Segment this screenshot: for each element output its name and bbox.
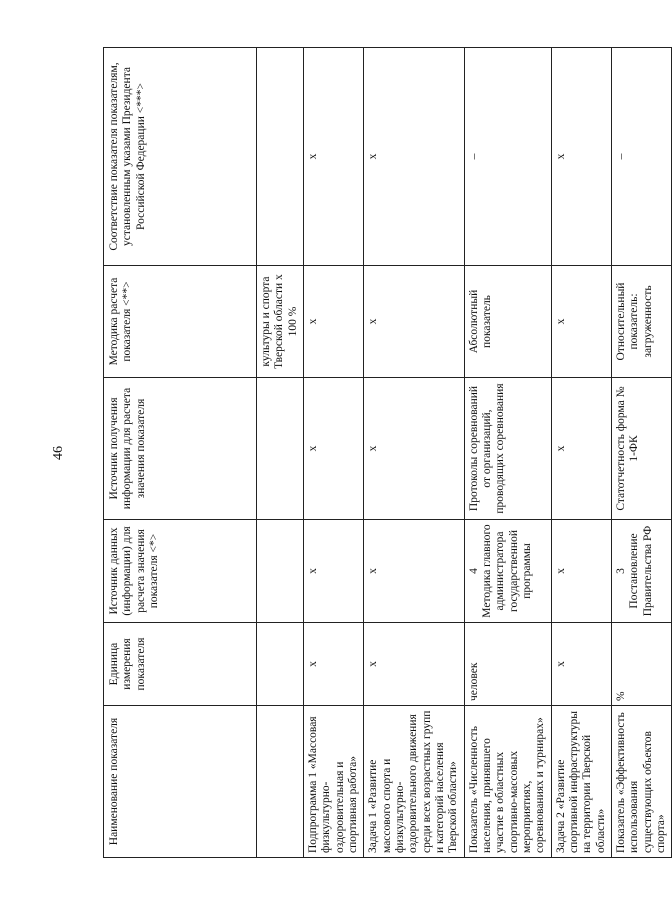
cell-compliance: x [551, 48, 611, 266]
cell-unit: x [551, 623, 611, 706]
table-row [257, 48, 304, 858]
cell-source-info [257, 378, 304, 520]
table-row [551, 48, 611, 858]
cell-unit: x [303, 623, 363, 706]
cell-source-data [611, 520, 671, 623]
header-data-source: Источник данных (информации) для расчета значения показателя <*> [104, 520, 257, 623]
indicators-table [103, 47, 672, 858]
cell-unit: человек [464, 623, 551, 706]
table-row [611, 48, 671, 858]
cell-name: Показатель «Эффективность использования существующих объектов спорта» [611, 706, 671, 858]
cell-source-info: x [303, 378, 363, 520]
table-row [364, 48, 464, 858]
cell-unit [257, 623, 304, 706]
cell-source-info: Протоколы соревнований от организаций, проводящих соревнования [464, 378, 551, 520]
table-header-row [104, 48, 257, 858]
cell-name: Показатель «Численность населения, принявшего участие в областных спортивно-массовых мероприятиях, соревнованиях и турнирах» [464, 706, 551, 858]
cell-method: Относительный показатель: загруженность [611, 266, 671, 378]
cell-source-data: x [551, 520, 611, 623]
cell-method: Абсолютный показатель [464, 266, 551, 378]
cell-source-data-text: Методика главного администратора государственной программы [480, 524, 533, 618]
header-unit: Единица измерения показателя [104, 623, 257, 706]
cell-source-data-number: 3 [614, 568, 627, 574]
header-calculation-method: Методика расчета показателя <**> [104, 266, 257, 378]
cell-compliance: x [364, 48, 464, 266]
header-info-source: Источник получения информации для расчета значения показателя [104, 378, 257, 520]
cell-source-data: x [303, 520, 363, 623]
cell-method: x [303, 266, 363, 378]
cell-name [257, 706, 304, 858]
table-row [464, 48, 551, 858]
header-indicator-name: Наименование показателя [104, 706, 257, 858]
cell-source-data: x [364, 520, 464, 623]
cell-source-data [464, 520, 551, 623]
cell-source-info: x [364, 378, 464, 520]
cell-unit: % [611, 623, 671, 706]
cell-source-data-text: Постановление Правительства РФ [628, 525, 654, 617]
cell-name: Задача 2 «Развитие спортивной инфраструктуры на территории Тверской области» [551, 706, 611, 858]
cell-method: x [551, 266, 611, 378]
cell-compliance [257, 48, 304, 266]
cell-method: культуры и спорта Тверской области x 100 % [257, 266, 304, 378]
cell-source-info: Статотчетность форма № 1-ФК [611, 378, 671, 520]
cell-unit: x [364, 623, 464, 706]
cell-source-data-number: 4 [467, 568, 480, 574]
indicators-table-area [103, 48, 667, 858]
cell-source-data [257, 520, 304, 623]
cell-source-info: x [551, 378, 611, 520]
cell-compliance: – [611, 48, 671, 266]
cell-compliance: x [303, 48, 363, 266]
cell-method: x [364, 266, 464, 378]
indicators-table-rotator [103, 48, 667, 858]
table-row [303, 48, 363, 858]
cell-compliance: – [464, 48, 551, 266]
header-decree-compliance: Соответствие показателя показателям, установленным указами Президента Российской Федерации <***> [104, 48, 257, 266]
cell-name: Подпрограмма 1 «Массовая физкультурно-оздоровительная и спортивная работа» [303, 706, 363, 858]
page-number: 46 [51, 446, 66, 460]
cell-name: Задача 1 «Развитие массового спорта и физкультурно-оздоровительного движения среди всех возрастных групп и категорий населения Тверской области» [364, 706, 464, 858]
